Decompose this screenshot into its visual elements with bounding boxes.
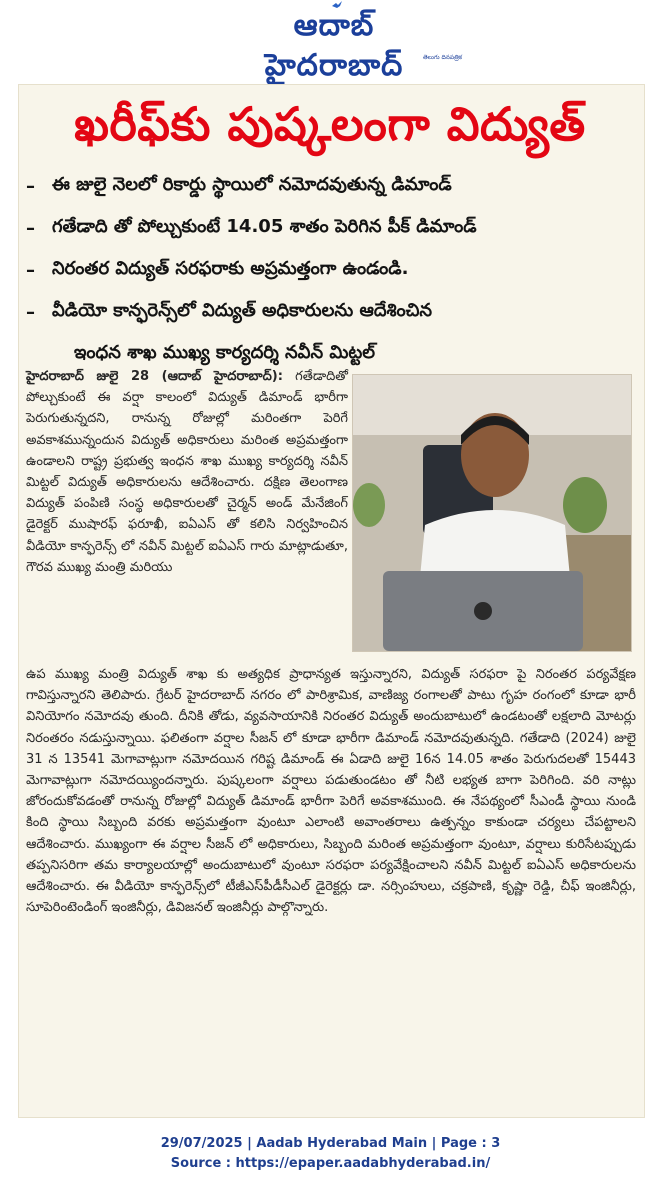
bullet-item: – ఈ జులై నెలలో రికార్డు స్థాయిలో నమోదవుతున్న డిమాండ్ [26, 173, 452, 197]
bullet-continuation: ఇంధన శాఖ ముఖ్య కార్యదర్శి నవీన్ మిట్టల్ [74, 341, 376, 363]
article-body-full-width [26, 664, 636, 918]
bullet-item: – వీడియో కాన్ఫరెన్స్‌లో విద్యుత్ అధికారులను ఆదేశించిన [26, 299, 433, 323]
article-headline: ఖరీఫ్‌కు పుష్కలంగా విద్యుత్ [74, 97, 586, 151]
headline-bullets [26, 165, 636, 375]
official-photo [352, 374, 632, 652]
newspaper-logo[interactable]: ఆదాబ్ హైదరాబాద్ [264, 8, 404, 83]
footer-edition-info: 29/07/2025 | Aadab Hyderabad Main | Page : 3 [160, 1136, 501, 1151]
bullet-item: – నిరంతర విద్యుత్ సరఫరాకు అప్రమత్తంగా ఉండండి. [26, 257, 409, 281]
footer-credits [0, 1134, 661, 1174]
bullet-text: గతేడాది తో పోల్చుకుంటే 14.05 శాతం పెరిగిన పీక్ డిమాండ్ [52, 215, 477, 237]
article-body-column [26, 366, 348, 578]
masthead [0, 0, 661, 83]
footer-source-link[interactable]: Source : https://epaper.aadabhyderabad.in/ [170, 1156, 491, 1171]
bullet-text: నిరంతర విద్యుత్ సరఫరాకు అప్రమత్తంగా ఉండండి. [52, 257, 409, 279]
bullet-text: ఈ జులై నెలలో రికార్డు స్థాయిలో నమోదవుతున్న డిమాండ్ [52, 173, 452, 195]
newspaper-tagline: తెలుగు దినపత్రిక [422, 54, 462, 61]
body-paragraph: గతేడాదితో పోల్చుకుంటే ఈ వర్షా కాలంలో విద్యుత్ డిమాండ్ భారీగా పెరుగుతున్నదని, రానున్న రోజుల్లో మరింతగా పెరిగే అవకాశమున్నందున విద్యుత్ అధికారులు మరింత అప్రమత్తంగా ఉండాలని రాష్ట్ర ప్రభుత్వ ఇంధన శాఖ ముఖ్య కార్యదర్శి నవీన్ మిట్టల్ విద్యుత్ అధికారులను ఆదేశించారు. దక్షిణ తెలంగాణ విద్యుత్ పంపిణి సంస్థ అధికారులతో చైర్మన్ అండ్ మేనేజింగ్ డైరెక్టర్ ముషారఫ్ ఫరూఖీ, ఐఏఎస్ తో కలిసి నిర్వహించిన వీడియో కాన్ఫరెన్స్ లో నవీన్ మిట్టల్ ఐఏఎస్ గారు మాట్లాడుతూ, గౌరవ ముఖ్య మంత్రి మరియు [26, 369, 348, 575]
bullet-text: వీడియో కాన్ఫరెన్స్‌లో విద్యుత్ అధికారులను ఆదేశించిన [52, 299, 433, 321]
dateline: హైదరాబాద్ జులై 28 (ఆదాబ్ హైదరాబాద్): [26, 369, 283, 384]
body-paragraph: ఉప ముఖ్య మంత్రి విద్యుత్ శాఖ కు అత్యధిక ప్రాధాన్యత ఇస్తున్నారని, విద్యుత్ సరఫరా పై నిరంతర పర్యవేక్షణ గావిస్తున్నారని తెలిపారు. గ్రేటర్ హైదరాబాద్ నగరం లో పారిశ్రామిక, వాణిజ్య రంగాలతో పాటు గృహ రంగంలో కూడా భారీ వినియోగం నమోదవు తుంది. దీనికి తోడు, వ్యవసాయానికి నిరంతర విద్యుత్ అందుబాటులో ఉండటంతో లక్షలాది మోటర్లు నిరంతరం నడుస్తున్నాయి. ఫలితంగా వర్షాల సీజన్ లో కూడా భారీగా డిమాండ్ నమోదవుతున్నది. గతేడాది (2024) జులై 31 న 13541 మెగావాట్లుగా నమోదయిన గరిష్ట డిమాండ్ ఈ ఏడాది జులై 16న 14.05 శాతం పెరుగుదలతో 15443 మెగావాట్లుగా నమోదయ్యిందన్నారు. పుష్కలంగా వర్షాలు పడుతుండటం తో నీటి లభ్యత బాగా పెరిగింది. వరి నాట్లు జోరందుకోవడంతో రానున్న రోజుల్లో విద్యుత్ డిమాండ్ భారీగా పెరిగే అవకాశముంది. ఈ నేపథ్యంలో సీఎండీ స్థాయి నుండి కింది స్థాయి సిబ్బంది వరకు అప్రమత్తంగా వుంటూ ఎలాంటి అవాంతరాలు ఉత్పన్నం కాకుండా చర్యలు చేపట్టాలని ఆదేశించారు. ముఖ్యంగా ఈ వర్షాల సీజన్ లో అధికారులు, సిబ్బంది మరింత అప్రమత్తంగా వుంటూ, వర్షాలు కురిసేటప్పుడు తప్పనిసరిగా తమ కార్యాలయాల్లో అందుబాటులో వుంటూ సరఫరా పర్యవేక్షించాలని నవీన్ మిట్టల్ ఐఏఎస్ అధికారులను ఆదేశించారు. ఈ వీడియో కాన్ఫరెన్స్‌లో టీజీఎస్‌పీడీసీఎల్ డైరెక్టర్లు డా. నర్సింహులు, చక్రపాణి, కృష్ణా రెడ్డి, చీఫ్ ఇంజినీర్లు, సూపెరింటెండింగ్ ఇంజినీర్లు, డివిజనల్ ఇంజినీర్లు పాల్గొన్నారు. [26, 667, 636, 916]
bullet-item: – గతేడాది తో పోల్చుకుంటే 14.05 శాతం పెరిగిన పీక్ డిమాండ్ [26, 215, 477, 239]
